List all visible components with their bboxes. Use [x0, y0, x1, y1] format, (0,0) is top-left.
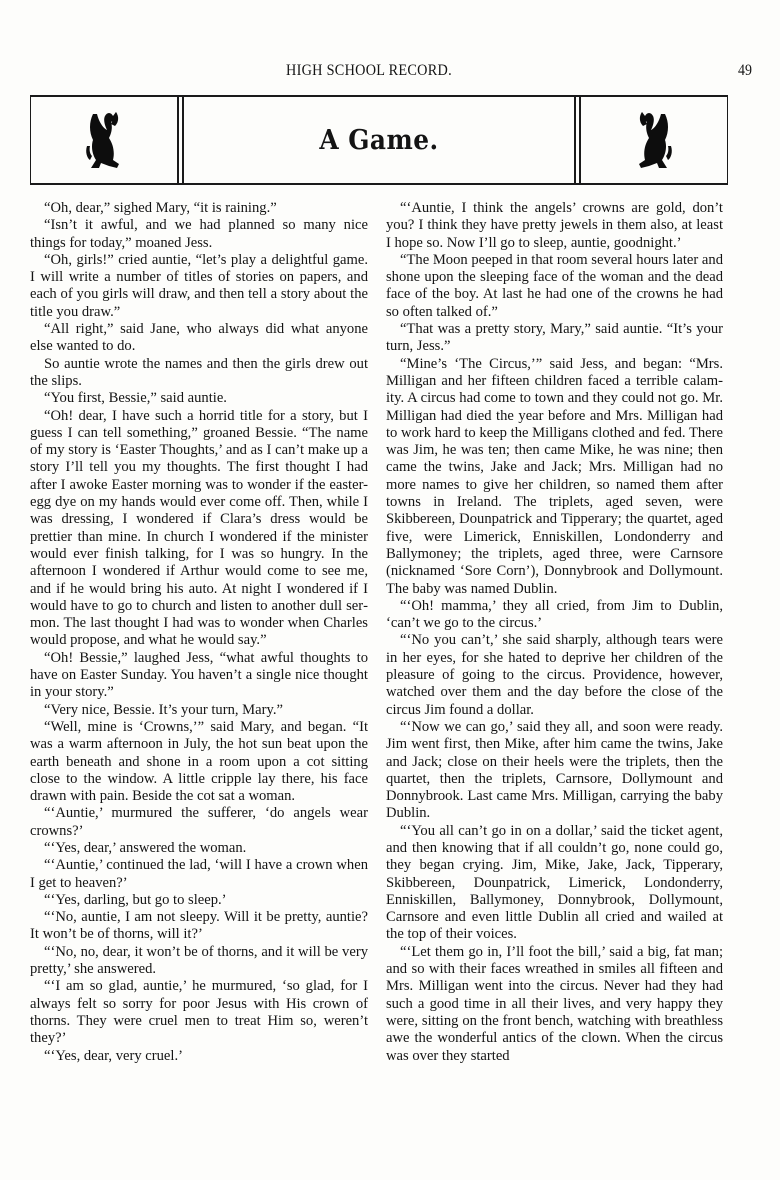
paragraph: So auntie wrote the names and then the girls drew out the slips. [30, 355, 368, 389]
griffin-icon [631, 108, 677, 172]
paragraph: “‘Let them go in, I’ll foot the bill,’ said a big, fat man; and so with their faces wreathed in smiles all fifteen and Mrs. Milligan went into the circus. Never had they had such a good time in all their lives, and very happy they were, sitting on the front bench, watching with breathless awe the wonderful antics of the clown. When the circus was over they started [386, 943, 723, 1064]
paragraph: “‘Auntie,’ murmured the sufferer, ‘do angels wear crowns?’ [30, 805, 368, 839]
left-emblem-cell [31, 97, 177, 183]
paragraph: “‘Yes, darling, but go to sleep.’ [44, 891, 227, 908]
paragraph: “‘Oh! mamma,’ they all cried, from Jim to Dublin, ‘can’t we go to the circus.’ [386, 597, 723, 632]
paragraph: “All right,” said Jane, who always did what anyone else wanted to do. [30, 321, 368, 355]
paragraph: “The Moon peeped in that room several hours later and shone upon the sleeping face of the woman and the dead face of the boy. At last he had one of the crowns he had so often talked of.” [386, 251, 723, 320]
running-head [0, 62, 780, 84]
paragraph: “Very nice, Bessie. It’s your turn, Mary.” [44, 701, 283, 718]
title-banner [30, 95, 728, 185]
paragraph: “Oh! Bessie,” laughed Jess, “what awful thoughts to have on Easter Sunday. You haven’t a single nice thought in your story.” [30, 649, 368, 701]
left-column [30, 200, 368, 1065]
running-title: HIGH SCHOOL RECORD. [286, 62, 452, 79]
paragraph: “‘Now we can go,’ said they all, and soon were ready. Jim went first, then Mike, after him came the twins, Jake and Jack; close on their heels were the triplets, then the quartet, then the triplets, Carnsore, Dollymount and Donnybrook. Last came Mrs. Milligan, carrying the baby Dublin. [386, 718, 723, 822]
paragraph: “‘No, no, dear, it won’t be of thorns, and it will be very pretty,’ she answered. [30, 943, 368, 978]
paragraph: “You first, Bessie,” said auntie. [44, 390, 227, 407]
right-column [386, 200, 723, 1065]
article-title: A Game. [319, 124, 439, 156]
griffin-icon [81, 108, 127, 172]
paragraph: “Oh, girls!” cried auntie, “let’s play a delightful game. I will write a number of titles of stories on papers, and each of you girls will draw, and then tell a story about the title you draw.” [30, 251, 368, 320]
paragraph: “Oh, dear,” sighed Mary, “it is raining.” [44, 200, 277, 216]
divider-line [574, 97, 576, 183]
paragraph: “‘You all can’t go in on a dollar,’ said the ticket agent, and then knowing that if all couldn’t go, none could go, they began crying. Jim, Mike, Jake, Jack, Tipperary, Skibbereen, Dounpatrick, Limerick, Londonderry, Enniskillen, Ballymoney, Donnybrook, Dollymount, Carnsore and even little Dublin all cried and wailed at the top of their voices. [386, 822, 723, 943]
paragraph: “‘Auntie,’ continued the lad, ‘will I have a crown when I get to heaven?’ [30, 857, 368, 891]
paragraph: “‘I am so glad, auntie,’ he murmured, ‘so glad, for I always felt so sorry for poor Jesus with His crown of thorns. They were cruel men to treat Him so, weren’t they?’ [30, 978, 368, 1047]
page-number: 49 [738, 62, 752, 79]
paragraph: “Well, mine is ‘Crowns,’” said Mary, and began. “It was a warm afternoon in July, the hot sun beat upon the earth beneath and shone in a room upon a cot sitting close to the window. A little cripple lay there, his face drawn with pain. Beside the cot sat a woman. [30, 718, 368, 805]
title-cell [184, 97, 574, 183]
paragraph: “‘No you can’t,’ she said sharply, although tears were in her eyes, for she hated to deprive her children of the pleasure of going to the circus. Providence, however, watched over them and the day before the close of the circus Jim found a dollar. [386, 632, 723, 718]
paragraph: “‘Yes, dear,’ answered the woman. [44, 839, 247, 856]
right-emblem-cell [581, 97, 727, 183]
paragraph: “‘Auntie, I think the angels’ crowns are gold, don’t you? I think they have pretty jewels in them also, at least I hope so. Now I’ll go to sleep, auntie, goodnight.’ [386, 200, 723, 251]
paragraph: “Isn’t it awful, and we had planned so many nice things for today,” moaned Jess. [30, 217, 368, 251]
paragraph: “‘No, auntie, I am not sleepy. Will it be pretty, auntie? It won’t be of thorns, will it?’ [30, 909, 368, 943]
divider-line [177, 97, 179, 183]
paragraph: “Oh! dear, I have such a horrid title for a story, but I guess I can tell something,” groaned Bessie. “The name of my story is ‘Easter Thoughts,’ and as I can’t make up a story I’ll tell you my thoughts. The first thought I had after I awoke Easter morning was to wonder if the easter-egg dye on my hands would ever come off. Then, while I was dressing, I wondered if Clara’s dress would be prettier than mine. In church I wondered if the minister would ever finish talking, for I was so hungry. In the afternoon I wondered if Arthur would come to see me, and if he would bring his auto. At night I wondered if I would have to go to church and listen to another dull sermon. The last thought I had was to wonder when Charles would propose, and what he would say.” [30, 407, 368, 649]
paragraph: “That was a pretty story, Mary,” said auntie. “It’s your turn, Jess.” [386, 321, 723, 355]
paragraph: “‘Yes, dear, very cruel.’ [44, 1047, 183, 1064]
paragraph: “Mine’s ‘The Circus,’” said Jess, and began: “Mrs. Milligan and her fifteen children faced a terrible calamity. A circus had come to town and they could not go. Mr. Milligan had died the year before and Mrs. Milligan had to work hard to keep the Milligans clothed and fed. There was Jim, he was ten; then came Mike, he was nine; then came the twins, Jake and Jack; Mrs. Milligan had no more names to give her children, so named them after towns in Ireland. The triplets, aged seven, were Skibbereen, Dounpatrick and Tipperary; the quartet, aged five, were Limerick, Enniskillen, Londonderry and Ballymoney; the triplets, aged three, were Carnsore (nicknamed ‘Sore Corn’), Donnybrook and Dollymount. The baby was named Dublin. [386, 355, 723, 597]
